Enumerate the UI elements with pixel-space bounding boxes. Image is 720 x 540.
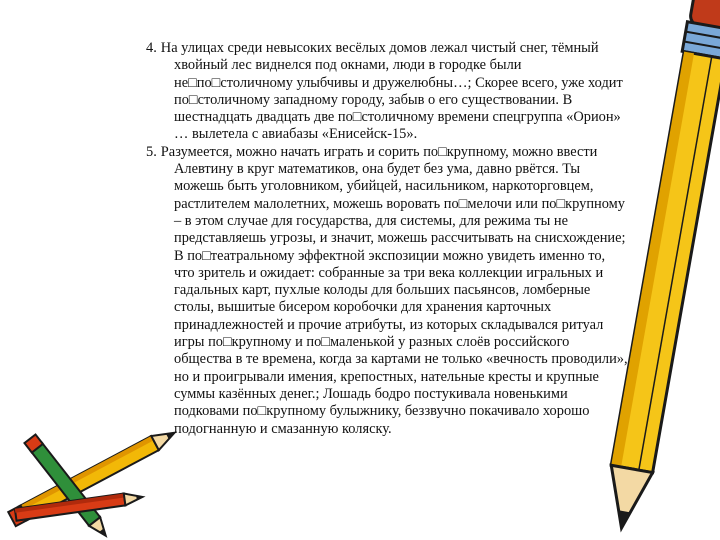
- item-number: 5.: [146, 143, 157, 160]
- list-item: [146, 40, 628, 144]
- item-number: 4.: [146, 40, 157, 56]
- item-text: На улицах среди невысоких весёлых домов лежал чистый снег, тёмный хвойный лес виднелся под окнами, люди в городке были не□по□столичному улыбчивы и дружелюбны…; Скорее всего, уже ходит по□столичному западному городу, забыв о его существовании. В шестнадцать двадцать две по□столичному времени спецгруппа «Орион» … вылетела с авиабазы «Енисейск-15».: [160, 40, 623, 143]
- slide-text: [146, 40, 628, 438]
- list-item: [146, 144, 628, 438]
- item-text: Разумеется, можно начать играть и сорить по□крупному, можно ввести Алевтину в круг математиков, она будет без ума, давно рвётся. Ты можешь быть уголовником, убийцей, насильником, наркоторговцем, растлителем малолетних, можешь воровать по□мелочи или по□крупному – в этом случае для государства, для системы, для режима ты не представляешь угрозы, и значит, можешь рассчитывать на снисхождение; В по□театральному эффектной экспозиции можно увидеть именно то, что зритель и ожидает: собранные за три века коллекции игральных и гадальных карт, пухлые колоды для больших пасьянсов, ломберные столы, вышитые бисером коробочки для хранения карточных принадлежностей и прочие атрибуты, из которых складывался ритуал игры по□крупному и по□маленькой у разных слоёв российского общества в те времена, когда за картами не только «вечность проводили», но и проигрывали имения, крепостных, нательные кресты и крупные суммы казённых денег.; Лошадь бодро постукивала новенькими подковами по□крупному булыжнику, беззвучно покачивало хорошо подогнанную и смазанную коляску.: [160, 143, 628, 437]
